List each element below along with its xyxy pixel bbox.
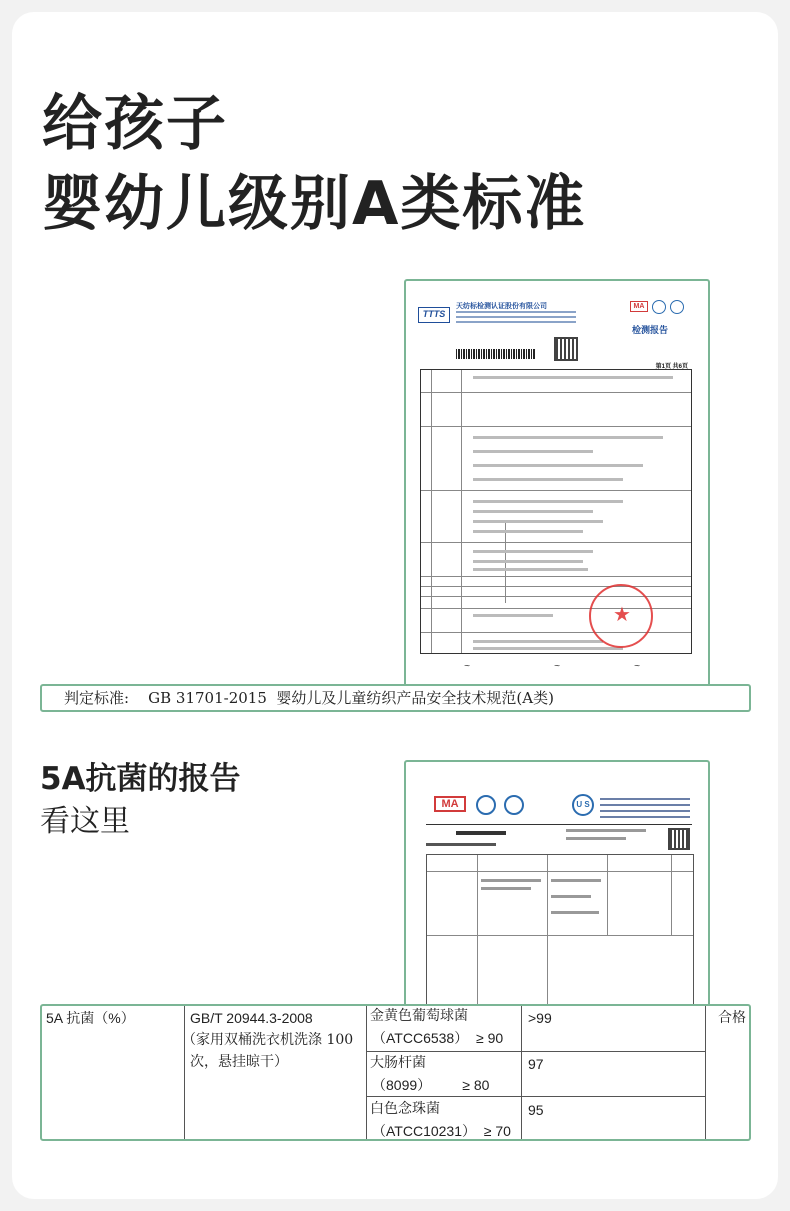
criterion-bar <box>40 684 751 712</box>
bacteria-name: 白色念珠菌 <box>370 1101 440 1117</box>
test-item: 5A 抗菌（%） <box>46 1010 135 1026</box>
signature-icon: ~ <box>554 661 560 672</box>
headline <box>42 84 586 244</box>
section-subtitle: 看这里 <box>40 804 130 839</box>
bacteria-name: 大肠杆菌 <box>370 1055 426 1071</box>
test-method-line-1: GB/T 20944.3-2008 <box>190 1010 313 1026</box>
bacteria-strain: （ATCC10231） ≥ 70 <box>372 1123 511 1139</box>
result-value: 95 <box>528 1102 544 1118</box>
criterion-value: GB 31701-2015 婴幼儿及儿童纺织产品安全技术规范(A类) <box>148 689 554 707</box>
report-table <box>426 854 694 1010</box>
headline-line-2: 婴幼儿级别A类标准 <box>42 169 587 239</box>
result-value: 97 <box>528 1056 544 1072</box>
ilac-mra-icon <box>652 300 666 314</box>
report-subtitle-lines <box>456 311 576 329</box>
report-header <box>416 291 698 341</box>
cnas-icon <box>504 795 524 815</box>
report-title-row <box>426 824 692 852</box>
signature-icon: ~ <box>464 661 470 672</box>
ilac-mra-icon <box>476 795 496 815</box>
qr-code-icon <box>668 828 690 850</box>
report-company-name: 天纺标检测认证股份有限公司 <box>456 303 547 310</box>
test-method-line-2: （家用双桶洗衣机洗涤 100 <box>182 1032 354 1048</box>
criterion-label: 判定标准: <box>64 689 130 707</box>
result-value: >99 <box>528 1010 552 1026</box>
cnas-icon <box>670 300 684 314</box>
verdict: 合格 <box>718 1010 746 1026</box>
qr-code-icon <box>554 337 578 361</box>
bacteria-strain: （ATCC6538） ≥ 90 <box>372 1030 504 1046</box>
lab-name-lines <box>600 798 690 822</box>
result-table <box>40 1004 751 1141</box>
bacteria-strain: （8099） ≥ 80 <box>372 1077 490 1093</box>
headline-line-1: 给孩子 <box>42 89 228 159</box>
section-title: 5A抗菌的报告 <box>40 761 241 797</box>
ma-certification-icon: MA <box>434 796 466 812</box>
official-seal-icon <box>589 584 653 648</box>
signature-icon: ~ <box>634 661 640 672</box>
us-logo-icon: U S <box>572 794 594 816</box>
ttts-logo-icon: TTTS <box>418 307 450 323</box>
antibacterial-report-image <box>404 760 710 1010</box>
bacteria-name: 金黄色葡萄球菌 <box>370 1008 468 1024</box>
test-report-image <box>404 279 710 697</box>
report-title: 检测报告 <box>631 325 668 335</box>
signature-row <box>424 657 690 675</box>
report-page-number: 第1页 共6页 <box>655 364 688 370</box>
ma-certification-icon: MA <box>630 301 648 312</box>
barcode-icon <box>456 349 536 359</box>
test-method-line-3: 次，悬挂晾干） <box>190 1054 288 1070</box>
